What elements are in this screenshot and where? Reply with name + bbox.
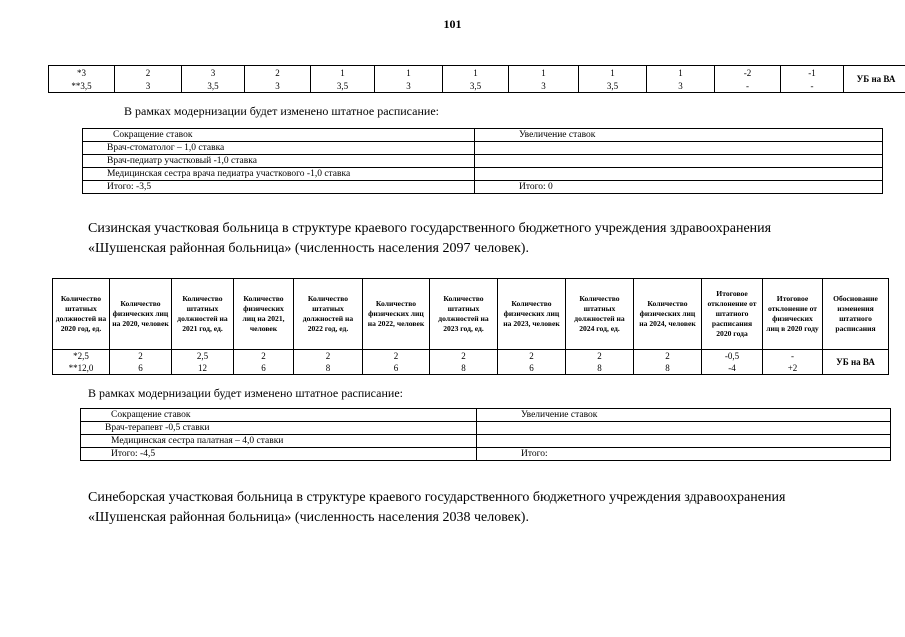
table-cell: 6 — [498, 362, 566, 375]
column-header: Количество физических лиц на 2024, человек — [634, 279, 702, 350]
column-header: Итоговое отклонение от физических лиц в 2020 году — [763, 279, 823, 350]
table-cell: - — [715, 79, 781, 93]
empty-cell — [475, 142, 883, 155]
staffing-changes-table — [82, 128, 883, 194]
table-cell: 8 — [294, 362, 363, 375]
table-cell: 1 — [579, 66, 647, 80]
table-cell: 2,5 — [172, 350, 234, 363]
table-row — [81, 448, 891, 461]
table-row — [53, 362, 889, 375]
increase-total: Итого: — [477, 448, 891, 461]
column-header: Количество штатных должностей на 2022 год, ед. — [294, 279, 363, 350]
hospital-heading — [88, 488, 868, 528]
table-cell: 3 — [182, 66, 245, 80]
reduction-item: Врач-педиатр участковый -1,0 ставка — [83, 155, 475, 168]
table-cell: 6 — [363, 362, 430, 375]
table-cell: 1 — [311, 66, 375, 80]
table-cell: 2 — [498, 350, 566, 363]
table-cell: 6 — [234, 362, 294, 375]
column-header: Количество штатных должностей на 2024 год, ед. — [566, 279, 634, 350]
column-header: Количество штатных должностей на 2023 год, ед. — [430, 279, 498, 350]
table-cell: 2 — [115, 66, 182, 80]
column-header: Количество физических лиц на 2021, человек — [234, 279, 294, 350]
justification-cell: УБ на ВА — [823, 350, 889, 375]
reduction-item: Врач-стоматолог – 1,0 ставка — [83, 142, 475, 155]
section-intro: В рамках модернизации будет изменено штатное расписание: — [88, 386, 403, 400]
table-row — [81, 435, 891, 448]
table-cell: 2 — [634, 350, 702, 363]
table-cell: 2 — [234, 350, 294, 363]
table-cell: *3 — [49, 66, 115, 80]
table-cell: 3,5 — [311, 79, 375, 93]
table-header-row — [53, 279, 889, 350]
table-cell: 3,5 — [443, 79, 509, 93]
increase-header: Увеличение ставок — [477, 409, 891, 422]
table-cell: 8 — [566, 362, 634, 375]
table-cell: 1 — [509, 66, 579, 80]
table-row — [83, 155, 883, 168]
column-header: Итоговое отклонение от штатного расписания 2020 года — [702, 279, 763, 350]
table-row — [83, 168, 883, 181]
table-cell: *2,5 — [53, 350, 110, 363]
table-row — [83, 142, 883, 155]
table-cell: 1 — [375, 66, 443, 80]
page-number: 101 — [443, 17, 462, 31]
table-cell: 2 — [245, 66, 311, 80]
table-cell: 3,5 — [579, 79, 647, 93]
table-cell: 2 — [294, 350, 363, 363]
reduction-header: Сокращение ставок — [83, 129, 475, 142]
column-header: Количество штатных должностей на 2020 год, ед. — [53, 279, 110, 350]
staffing-table — [52, 278, 889, 375]
heading-line: Сизинская участковая больница в структуре краевого государственного бюджетного учреждения здравоохранения — [88, 221, 772, 236]
table-cell: 8 — [634, 362, 702, 375]
table-cell: -4 — [702, 362, 763, 375]
column-header: Обоснование изменения штатного расписания — [823, 279, 889, 350]
table-row — [49, 66, 905, 80]
table-cell: 2 — [566, 350, 634, 363]
table-cell: 3 — [375, 79, 443, 93]
increase-header: Увеличение ставок — [475, 129, 883, 142]
empty-cell — [477, 422, 891, 435]
reduction-item: Медицинская сестра палатная – 4,0 ставки — [81, 435, 477, 448]
heading-line: Синеборская участковая больница в структуре краевого государственного бюджетного учреждения здравоохранения — [88, 490, 786, 505]
table-cell: 3 — [115, 79, 182, 93]
table-row — [83, 129, 883, 142]
table-cell: 8 — [430, 362, 498, 375]
table-cell: -1 — [781, 66, 844, 80]
reduction-item: Врач-терапевт -0,5 ставки — [81, 422, 477, 435]
column-header: Количество штатных должностей на 2021 год, ед. — [172, 279, 234, 350]
column-header: Количество физических лиц на 2023, человек — [498, 279, 566, 350]
increase-total: Итого: 0 — [475, 181, 883, 194]
section-intro: В рамках модернизации будет изменено штатное расписание: — [124, 104, 439, 118]
table-cell: - — [763, 350, 823, 363]
staffing-table-continued — [48, 65, 905, 93]
table-row — [49, 79, 905, 93]
table-cell: **12,0 — [53, 362, 110, 375]
staffing-changes-table — [80, 408, 891, 461]
table-cell: 12 — [172, 362, 234, 375]
table-cell: 6 — [110, 362, 172, 375]
reduction-item: Медицинская сестра врача педиатра участкового -1,0 ставка — [83, 168, 475, 181]
table-row — [81, 409, 891, 422]
table-cell: 3 — [245, 79, 311, 93]
justification-cell: УБ на ВА — [844, 66, 905, 93]
table-cell: -0,5 — [702, 350, 763, 363]
table-cell: - — [781, 79, 844, 93]
column-header: Количество физических лиц на 2022, человек — [363, 279, 430, 350]
empty-cell — [477, 435, 891, 448]
table-cell: 3 — [509, 79, 579, 93]
heading-line: «Шушенская районная больница» (численность населения 2097 человек). — [88, 241, 529, 256]
table-cell: 1 — [443, 66, 509, 80]
table-cell: **3,5 — [49, 79, 115, 93]
table-row — [83, 181, 883, 194]
reduction-total: Итого: -3,5 — [83, 181, 475, 194]
table-cell: 3 — [647, 79, 715, 93]
empty-cell — [475, 155, 883, 168]
table-cell: 2 — [110, 350, 172, 363]
reduction-total: Итого: -4,5 — [81, 448, 477, 461]
table-cell: +2 — [763, 362, 823, 375]
column-header: Количество физических лиц на 2020, человек — [110, 279, 172, 350]
table-cell: 1 — [647, 66, 715, 80]
table-cell: -2 — [715, 66, 781, 80]
table-row — [53, 350, 889, 363]
table-cell: 2 — [430, 350, 498, 363]
hospital-heading — [88, 219, 868, 259]
reduction-header: Сокращение ставок — [81, 409, 477, 422]
table-row — [81, 422, 891, 435]
empty-cell — [475, 168, 883, 181]
table-cell: 2 — [363, 350, 430, 363]
table-cell: 3,5 — [182, 79, 245, 93]
heading-line: «Шушенская районная больница» (численность населения 2038 человек). — [88, 510, 529, 525]
